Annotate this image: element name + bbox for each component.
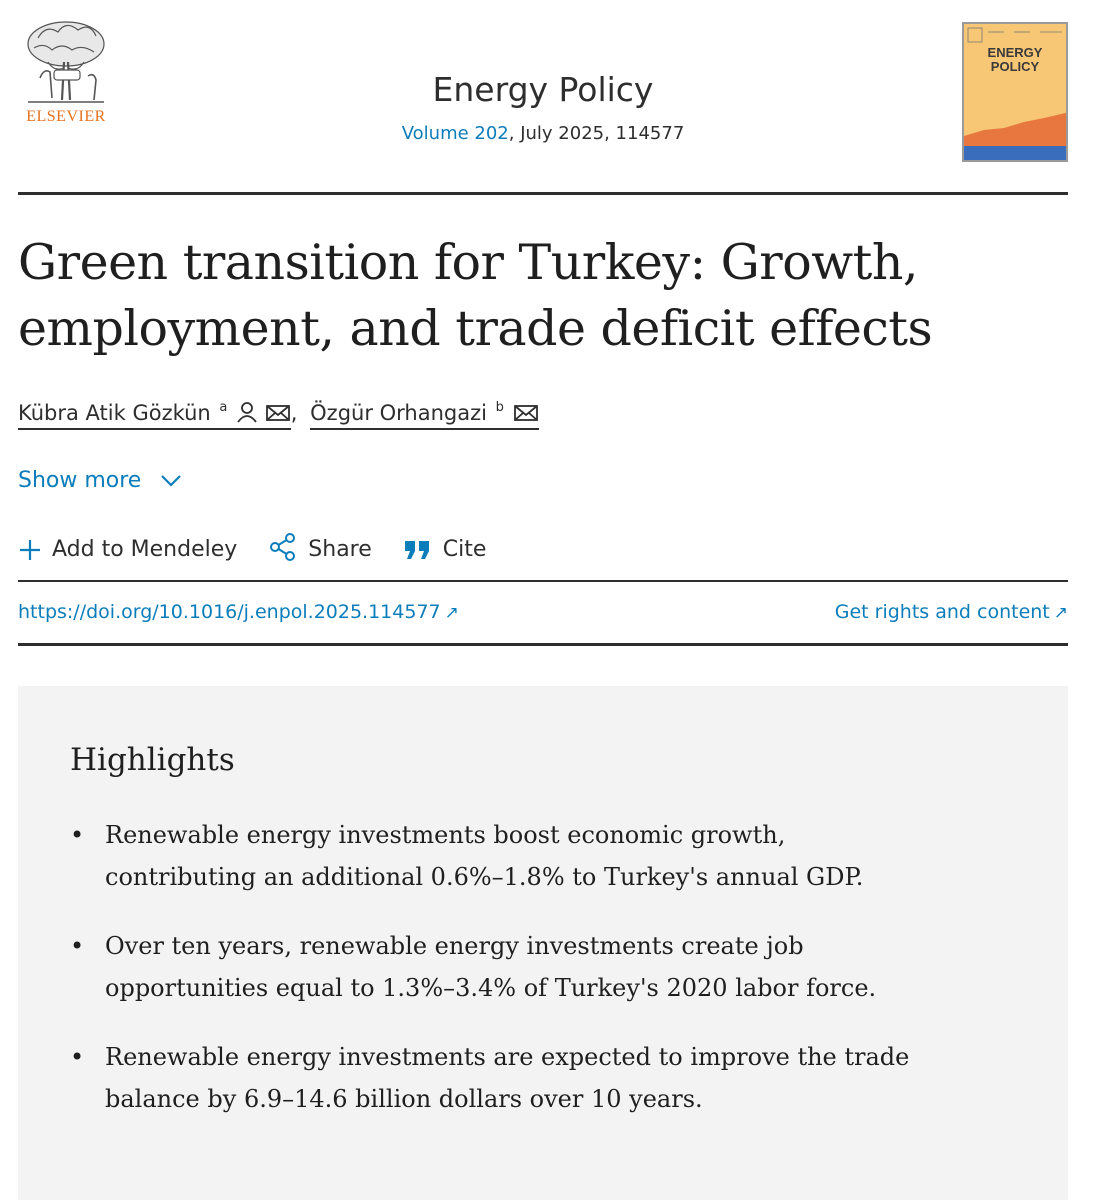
share-icon bbox=[268, 532, 298, 562]
show-more-label: Show more bbox=[18, 468, 142, 493]
author-1[interactable] bbox=[18, 400, 291, 430]
article-header bbox=[18, 18, 1068, 178]
cover-title-line1: ENERGY bbox=[987, 45, 1043, 60]
author-2[interactable] bbox=[310, 400, 538, 430]
share-button[interactable] bbox=[268, 532, 372, 562]
journal-info bbox=[18, 70, 1068, 144]
add-to-mendeley-button[interactable] bbox=[18, 537, 237, 562]
share-label: Share bbox=[308, 537, 372, 562]
highlight-text: Over ten years, renewable energy investments create job opportunities equal to 1.3%–3.4% of Turkey's 2020 labor force. bbox=[105, 932, 877, 1002]
highlights-heading: Highlights bbox=[70, 742, 235, 778]
header-divider bbox=[18, 192, 1068, 195]
external-arrow-icon: ↗ bbox=[1053, 603, 1068, 623]
journal-title[interactable]: Energy Policy bbox=[432, 70, 654, 109]
volume-link[interactable]: Volume 202 bbox=[401, 123, 509, 144]
external-arrow-icon: ↗ bbox=[444, 603, 459, 623]
publisher-name: ELSEVIER bbox=[26, 108, 106, 125]
volume-line bbox=[18, 123, 1068, 144]
show-more-button[interactable] bbox=[18, 468, 182, 493]
author-separator: , bbox=[290, 401, 298, 425]
highlight-text: Renewable energy investments boost economic growth, contributing an additional 0.6%–1.8% to Turkey's annual GDP. bbox=[105, 821, 864, 891]
link-divider bbox=[18, 643, 1068, 646]
actions-divider bbox=[18, 580, 1068, 582]
cite-label: Cite bbox=[442, 537, 487, 562]
bullet: • bbox=[70, 1043, 85, 1071]
author-list bbox=[18, 400, 539, 430]
bullet: • bbox=[70, 821, 85, 849]
link-row bbox=[18, 601, 1068, 623]
rights-text: Get rights and content bbox=[834, 601, 1050, 623]
highlights-section bbox=[18, 686, 1068, 1200]
doi-text: https://doi.org/10.1016/j.enpol.2025.114577 bbox=[18, 601, 441, 623]
highlight-item bbox=[70, 814, 930, 898]
author-1-affiliation: a bbox=[219, 400, 228, 415]
journal-cover[interactable] bbox=[962, 22, 1068, 162]
issue-info: , July 2025, 114577 bbox=[508, 123, 685, 144]
quote-icon bbox=[403, 538, 433, 562]
cite-button[interactable] bbox=[403, 537, 487, 562]
author-2-name: Özgür Orhangazi bbox=[310, 401, 487, 425]
cover-title bbox=[964, 46, 1066, 74]
article-actions bbox=[18, 532, 510, 562]
mail-icon bbox=[513, 403, 539, 423]
author-1-name: Kübra Atik Gözkün bbox=[18, 401, 211, 425]
plus-icon bbox=[18, 538, 42, 562]
highlight-item bbox=[70, 1036, 930, 1120]
highlights-list bbox=[70, 814, 930, 1147]
article-title: Green transition for Turkey: Growth, employment, and trade deficit effects bbox=[18, 234, 933, 357]
doi-link[interactable] bbox=[18, 601, 459, 623]
highlight-text: Renewable energy investments are expected to improve the trade balance by 6.9–14.6 billion dollars over 10 years. bbox=[105, 1043, 910, 1113]
rights-link[interactable] bbox=[835, 601, 1068, 623]
person-icon bbox=[236, 401, 258, 423]
author-2-affiliation: b bbox=[495, 400, 504, 415]
cover-title-line2: POLICY bbox=[990, 59, 1040, 74]
chevron-down-icon bbox=[160, 474, 182, 488]
bullet: • bbox=[70, 932, 85, 960]
mail-icon bbox=[265, 403, 291, 423]
mendeley-label: Add to Mendeley bbox=[52, 537, 238, 562]
highlight-item bbox=[70, 925, 930, 1009]
